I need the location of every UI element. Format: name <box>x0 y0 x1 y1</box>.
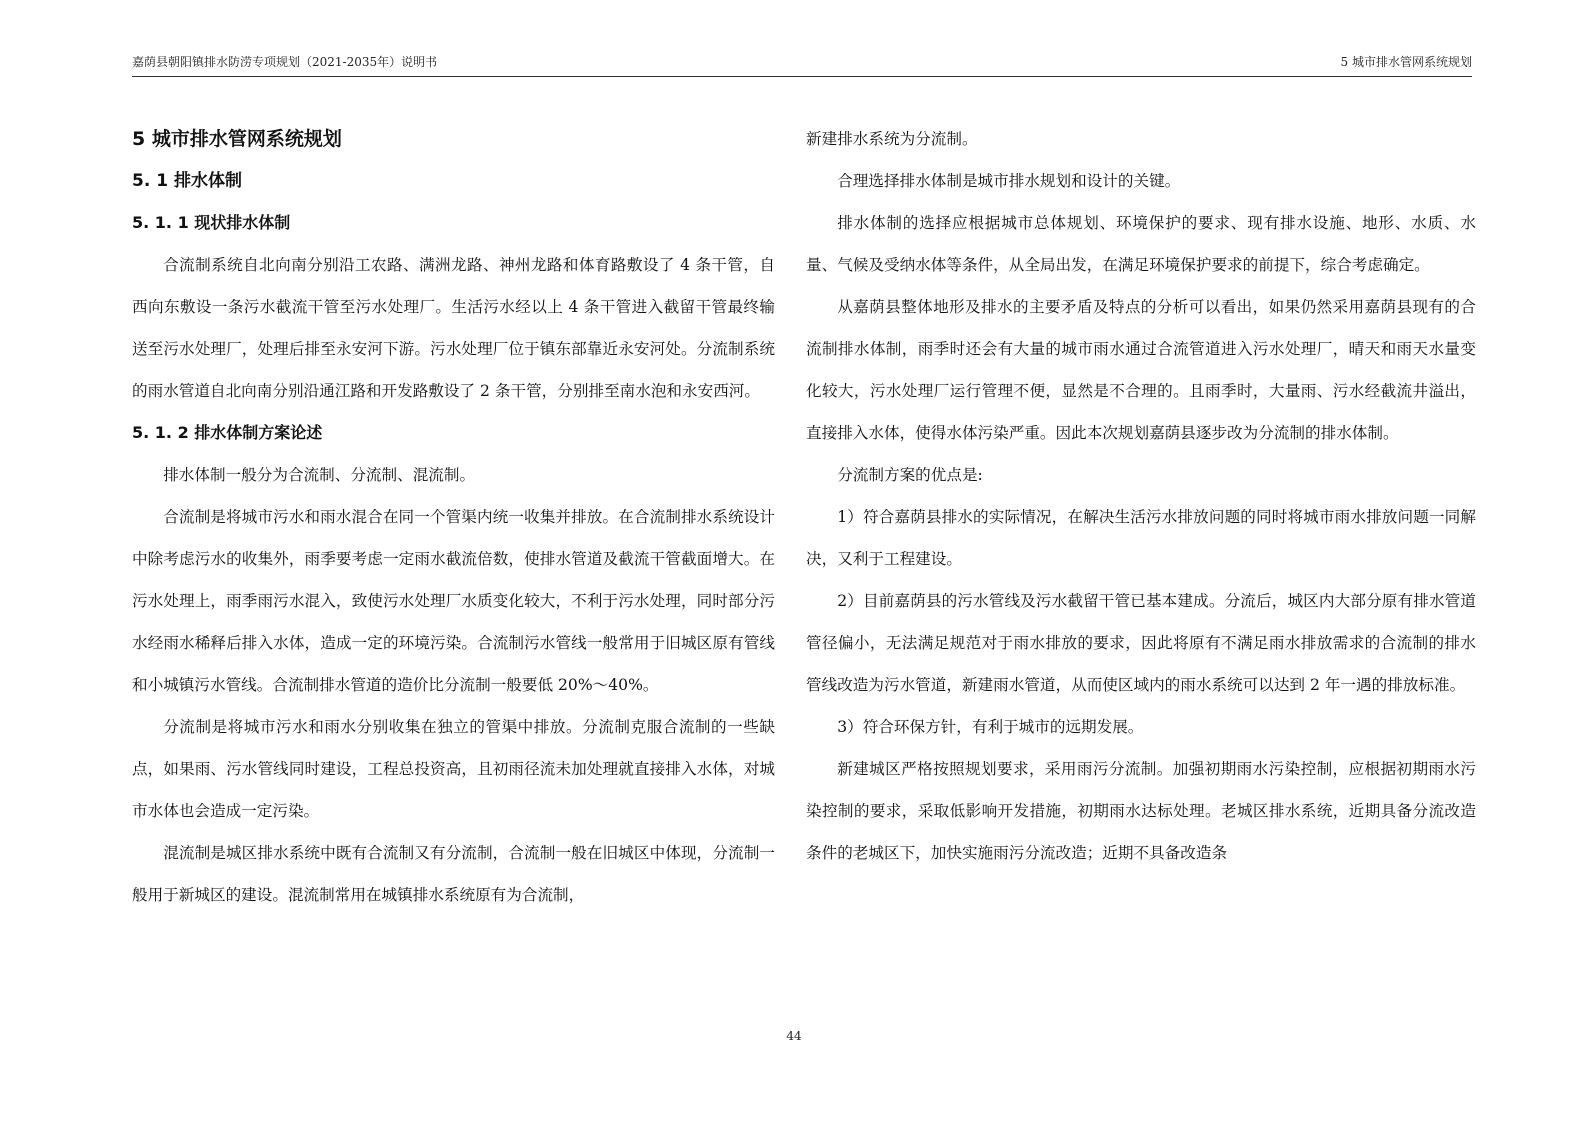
paragraph-selection-criteria: 排水体制的选择应根据城市总体规划、环境保护的要求、现有排水设施、地形、水质、水量、气候及受纳水体等条件，从全局出发，在满足环境保护要求的前提下，综合考虑确定。 <box>806 214 1476 274</box>
subsection-heading-current-system: 5. 1. 1 现状排水体制 <box>132 213 291 232</box>
paragraph-advantage-3: 3）符合环保方针，有利于城市的远期发展。 <box>837 718 1144 736</box>
paragraph-new-district: 新建城区严格按照规划要求，采用雨污分流制。加强初期雨水污染控制，应根据初期雨水污染控制的要求，采取低影响开发措施，初期雨水达标处理。老城区排水系统，近期具备分流改造条件的老城区下，加快实施雨污分流改造；近期不具备改造条 <box>806 760 1476 862</box>
paragraph-current-system: 合流制系统自北向南分别沿工农路、满洲龙路、神州龙路和体育路敷设了 4 条干管，自西向东敷设一条污水截流干管至污水处理厂。生活污水经以上 4 条干管进入截留干管最终输送至污水处理厂，处理后排至永安河下游。污水处理厂位于镇东部靠近永安河处。分流制系统的雨水管道自北向南分别沿通江路和开发路敷设了 2 条干管，分别排至南水泡和永安西河。 <box>132 256 775 400</box>
header-chapter-title: 5 城市排水管网系统规划 <box>1340 55 1472 69</box>
paragraph-analysis: 从嘉荫县整体地形及排水的主要矛盾及特点的分析可以看出，如果仍然采用嘉荫县现有的合流制排水体制，雨季时还会有大量的城市雨水通过合流管道进入污水处理厂，晴天和雨天水量变化较大，污水处理厂运行管理不便，显然是不合理的。且雨季时，大量雨、污水经截流井溢出，直接排入水体，使得水体污染严重。因此本次规划嘉荫县逐步改为分流制的排水体制。 <box>806 298 1476 442</box>
left-column <box>132 118 775 916</box>
paragraph-separate-system: 分流制是将城市污水和雨水分别收集在独立的管渠中排放。分流制克服合流制的一些缺点，如果雨、污水管线同时建设，工程总投资高，且初雨径流未加处理就直接排入水体，对城市水体也会造成一定污染。 <box>132 718 775 820</box>
right-column <box>806 118 1476 874</box>
paragraph-combined-system: 合流制是将城市污水和雨水混合在同一个管渠内统一收集并排放。在合流制排水系统设计中除考虑污水的收集外，雨季要考虑一定雨水截流倍数，使排水管道及截流干管截面增大。在污水处理上，雨季雨污水混入，致使污水处理厂水质变化较大，不利于污水处理，同时部分污水经雨水稀释后排入水体，造成一定的环境污染。合流制污水管线一般常用于旧城区原有管线和小城镇污水管线。合流制排水管道的造价比分流制一般要低 20%～40%。 <box>132 508 775 694</box>
header-document-title: 嘉荫县朝阳镇排水防涝专项规划（2021-2035年）说明书 <box>132 55 438 69</box>
subsection-heading-scheme-discussion: 5. 1. 2 排水体制方案论述 <box>132 423 323 442</box>
header-divider <box>132 76 1472 77</box>
paragraph-system-types: 排水体制一般分为合流制、分流制、混流制。 <box>163 466 476 484</box>
paragraph-key-choice: 合理选择排水体制是城市排水规划和设计的关键。 <box>837 172 1181 190</box>
paragraph-advantage-2: 2）目前嘉荫县的污水管线及污水截留干管已基本建成。分流后，城区内大部分原有排水管道管径偏小，无法满足规范对于雨水排放的要求，因此将原有不满足雨水排放需求的合流制的排水管线改造为污水管道，新建雨水管道，从而使区域内的雨水系统可以达到 2 年一遇的排放标准。 <box>806 592 1476 694</box>
section-heading-drainage-system: 5. 1 排水体制 <box>132 171 242 191</box>
paragraph-advantages-intro: 分流制方案的优点是: <box>837 466 983 484</box>
page-number: 44 <box>786 1029 802 1043</box>
paragraph-continuation: 新建排水系统为分流制。 <box>806 130 978 148</box>
paragraph-mixed-system: 混流制是城区排水系统中既有合流制又有分流制，合流制一般在旧城区中体现，分流制一般用于新城区的建设。混流制常用在城镇排水系统原有为合流制， <box>132 844 775 904</box>
page-header <box>132 54 1472 70</box>
chapter-heading: 5 城市排水管网系统规划 <box>132 128 342 150</box>
paragraph-advantage-1: 1）符合嘉荫县排水的实际情况，在解决生活污水排放问题的同时将城市雨水排放问题一同解决，又利于工程建设。 <box>806 508 1476 568</box>
